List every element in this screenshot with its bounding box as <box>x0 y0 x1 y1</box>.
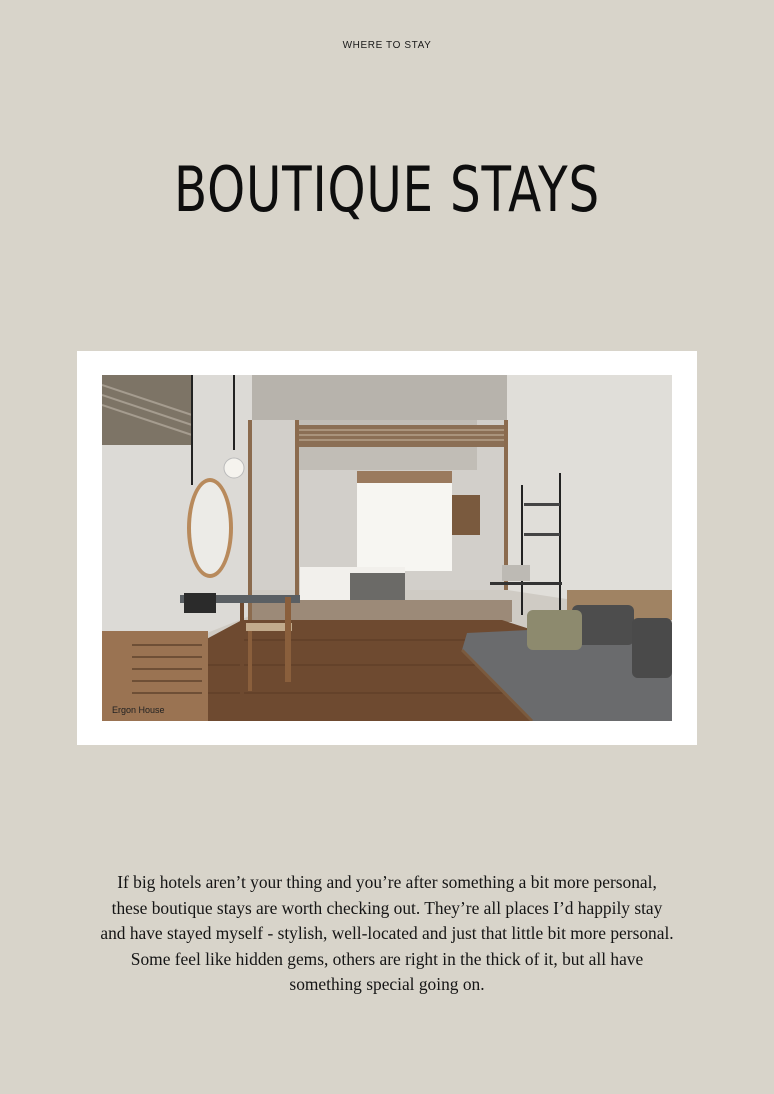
intro-paragraph: If big hotels aren’t your thing and you’re after something a bit more personal, these boutique stays are worth checking out. They’re all places I’d happily stay and have stayed myself - stylish, well-located and just that little bit more personal. Some feel like hidden gems, others are right in the thick of it, but all have something special going on. <box>100 872 674 995</box>
photo-caption: Ergon House <box>112 705 165 715</box>
photo-frame <box>77 351 697 745</box>
page-title: BOUTIQUE STAYS <box>174 153 600 226</box>
hotel-room-illustration <box>102 375 672 721</box>
hotel-room-photo <box>102 375 672 721</box>
section-label: WHERE TO STAY <box>342 40 432 51</box>
